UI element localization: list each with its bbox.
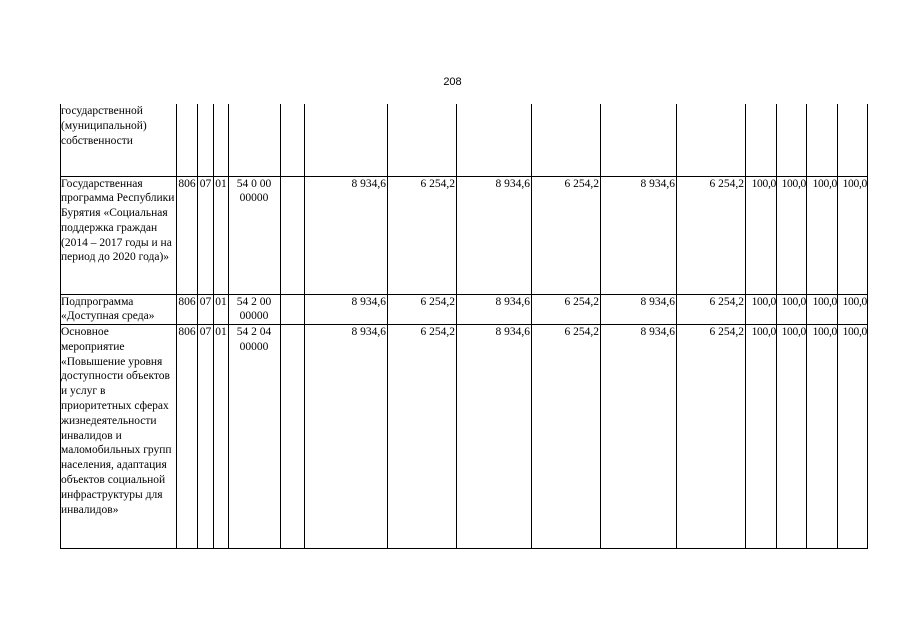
amount-cell: 6 254,2 xyxy=(677,325,746,549)
amount-cell xyxy=(677,104,746,176)
razdel-cell xyxy=(198,104,214,176)
percent-cell xyxy=(746,104,777,176)
amount-cell: 8 934,6 xyxy=(457,294,532,325)
percent-cell: 100,0 xyxy=(746,294,777,325)
percent-cell xyxy=(838,104,868,176)
amount-cell: 6 254,2 xyxy=(677,176,746,294)
percent-cell: 100,0 xyxy=(777,325,807,549)
table-row xyxy=(61,176,868,294)
percent-cell: 100,0 xyxy=(746,325,777,549)
percent-cell: 100,0 xyxy=(807,325,838,549)
table-row xyxy=(61,325,868,549)
amount-cell xyxy=(457,104,532,176)
vr-cell xyxy=(281,176,305,294)
grbs-cell: 806 xyxy=(177,176,198,294)
percent-cell: 100,0 xyxy=(838,325,868,549)
amount-cell xyxy=(601,104,677,176)
amount-cell: 6 254,2 xyxy=(532,294,601,325)
table-row xyxy=(61,294,868,325)
vr-cell xyxy=(281,294,305,325)
percent-cell xyxy=(807,104,838,176)
amount-cell: 8 934,6 xyxy=(457,176,532,294)
amount-cell: 6 254,2 xyxy=(388,176,457,294)
amount-cell: 8 934,6 xyxy=(601,325,677,549)
vr-cell xyxy=(281,325,305,549)
amount-cell: 8 934,6 xyxy=(601,176,677,294)
amount-cell xyxy=(532,104,601,176)
percent-cell: 100,0 xyxy=(777,294,807,325)
podrazdel-cell xyxy=(214,104,229,176)
amount-cell: 8 934,6 xyxy=(601,294,677,325)
csr-cell: 54 0 00 00000 xyxy=(229,176,281,294)
razdel-cell: 07 xyxy=(198,325,214,549)
row-name: Государственная программа Республики Бурятия «Социальная поддержка граждан (2014 – 2017 годы и на период до 2020 года)» xyxy=(61,176,177,294)
amount-cell: 8 934,6 xyxy=(457,325,532,549)
razdel-cell: 07 xyxy=(198,294,214,325)
page-number: 208 xyxy=(443,76,462,88)
amount-cell: 8 934,6 xyxy=(305,176,388,294)
vr-cell xyxy=(281,104,305,176)
amount-cell xyxy=(388,104,457,176)
percent-cell: 100,0 xyxy=(838,294,868,325)
csr-cell xyxy=(229,104,281,176)
razdel-cell: 07 xyxy=(198,176,214,294)
percent-cell: 100,0 xyxy=(838,176,868,294)
row-name: Основное мероприятие «Повышение уровня доступности объектов и услуг в приоритетных сферах жизнедеятельности инвалидов и маломобильных групп населения, адаптация объектов социальной инфраструктуры для инвалидов» xyxy=(61,325,177,549)
amount-cell: 6 254,2 xyxy=(388,294,457,325)
grbs-cell xyxy=(177,104,198,176)
podrazdel-cell: 01 xyxy=(214,325,229,549)
csr-cell: 54 2 04 00000 xyxy=(229,325,281,549)
amount-cell xyxy=(305,104,388,176)
budget-table xyxy=(60,104,868,549)
amount-cell: 6 254,2 xyxy=(388,325,457,549)
podrazdel-cell: 01 xyxy=(214,294,229,325)
percent-cell: 100,0 xyxy=(746,176,777,294)
amount-cell: 6 254,2 xyxy=(677,294,746,325)
amount-cell: 8 934,6 xyxy=(305,325,388,549)
amount-cell: 6 254,2 xyxy=(532,176,601,294)
grbs-cell: 806 xyxy=(177,325,198,549)
podrazdel-cell: 01 xyxy=(214,176,229,294)
percent-cell: 100,0 xyxy=(777,176,807,294)
percent-cell: 100,0 xyxy=(807,294,838,325)
row-name: Подпрограмма «Доступная среда» xyxy=(61,294,177,325)
grbs-cell: 806 xyxy=(177,294,198,325)
amount-cell: 8 934,6 xyxy=(305,294,388,325)
table-row xyxy=(61,104,868,176)
amount-cell: 6 254,2 xyxy=(532,325,601,549)
percent-cell: 100,0 xyxy=(807,176,838,294)
row-name: государственной (муниципальной) собственности xyxy=(61,104,177,176)
percent-cell xyxy=(777,104,807,176)
csr-cell: 54 2 00 00000 xyxy=(229,294,281,325)
